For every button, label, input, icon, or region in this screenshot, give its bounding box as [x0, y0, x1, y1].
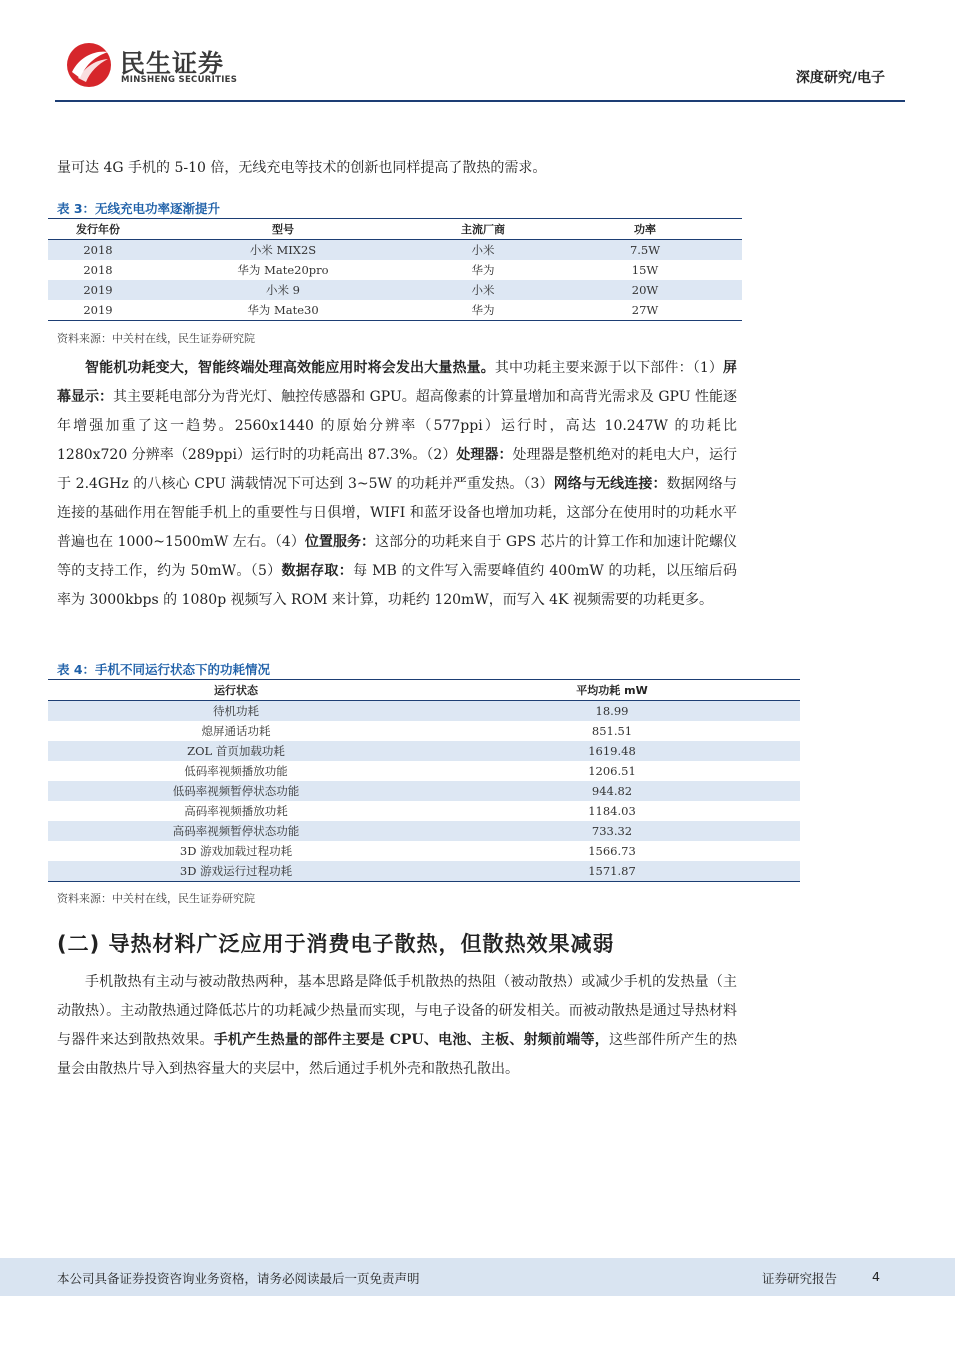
table-cell: 熄屏通话功耗 [201, 724, 271, 738]
table-cell: 1206.51 [588, 764, 636, 778]
table4-source: 资料来源：中关村在线，民生证券研究院 [57, 892, 255, 905]
table-cell: 20W [548, 280, 742, 300]
table-cell: 2018 [48, 240, 148, 261]
table-row [48, 280, 742, 300]
table3 [48, 218, 742, 321]
text-run: 数据网络与连接的基础作用在智能手机上的重要性与日俱增，WIFI 和蓝牙设备也增加功耗，这部分在使用时的功耗水平普遍也在 1000~1500mW 左右。（4） [57, 476, 738, 550]
text-run: 其中功耗主要来源于以下部件：（1） [494, 360, 724, 376]
table-cell: 华为 [418, 300, 548, 321]
table-row [48, 260, 742, 280]
table-cell: 华为 [471, 263, 495, 277]
table-cell: 低码率视频播放功能 [184, 764, 288, 778]
table-cell: 小米 MIX2S [148, 240, 418, 261]
table3-header-cell: 功率 [548, 219, 742, 240]
table4-title: 表 4：手机不同运行状态下的功耗情况 [57, 662, 271, 677]
table-cell: 高码率视频暂停状态功能 [48, 821, 424, 841]
table4-header-row [48, 680, 800, 701]
table-cell: ZOL 首页加载功耗 [48, 741, 424, 761]
table3-header-cell: 主流厂商 [418, 219, 548, 240]
table-cell: 2018 [83, 263, 113, 277]
text-run: 这些部件所产生的热量会由散热片导入到热容量大的夹层中，然后通过手机外壳和散热孔散出。 [57, 1032, 738, 1077]
table-cell: 小米 [418, 240, 548, 261]
page-header [0, 0, 960, 105]
footer-report-type: 证券研究报告 [762, 1271, 838, 1286]
bold-term: 数据存取： [281, 563, 354, 579]
bold-term: 位置服务： [304, 534, 376, 550]
table-row [48, 761, 800, 781]
bold-lead: 智能机功耗变大，智能终端处理高效能应用时将会发出大量热量。 [85, 360, 495, 376]
table3-header-cell: 发行年份 [48, 219, 148, 240]
table-cell: 15W [631, 263, 659, 277]
table-cell: 1619.48 [424, 741, 800, 761]
table3-source: 资料来源：中关村在线，民生证券研究院 [57, 332, 255, 345]
text-run: 每 MB 的文件写入需要峰值约 400mW 的功耗，以压缩后码率为 3000kbps 的 1080p 视频写入 ROM 来计算，功耗约 120mW，而写入 4K 视频需要的功耗更多。 [57, 563, 738, 608]
table4-header-cell: 平均功耗 mW [424, 680, 800, 701]
table-cell: 1184.03 [588, 804, 636, 818]
table3-header-row [48, 219, 742, 240]
section-heading: (二) 导热材料广泛应用于消费电子散热，但散热效果减弱 [57, 932, 615, 956]
table-row [48, 300, 742, 321]
table-cell: 高码率视频播放功耗 [184, 804, 288, 818]
heat-dissipation-paragraph [57, 968, 737, 1084]
table-cell: 18.99 [424, 701, 800, 722]
table-row [48, 821, 800, 841]
table-cell: 华为 Mate20pro [237, 263, 329, 277]
table-cell: 3D 游戏运行过程功耗 [48, 861, 424, 882]
logo-text-en: MINSHENG SECURITIES [121, 75, 238, 85]
footer-disclaimer: 本公司具备证券投资咨询业务资格，请务必阅读最后一页免责声明 [57, 1271, 420, 1286]
table-cell: 3D 游戏加载过程功耗 [179, 844, 293, 858]
table-cell: 851.51 [591, 724, 633, 738]
table-row [48, 841, 800, 861]
bold-term: 手机产生热量的部件主要是 CPU、电池、主板、射频前端等， [213, 1032, 610, 1048]
table-row [48, 741, 800, 761]
table-cell: 小米 [418, 280, 548, 300]
company-logo [66, 42, 266, 92]
power-consumption-paragraph [57, 354, 737, 615]
bold-term: 处理器： [456, 447, 513, 463]
table-cell: 待机功耗 [48, 701, 424, 722]
table-cell: 733.32 [424, 821, 800, 841]
table-row [48, 781, 800, 801]
bold-term: 网络与无线连接： [553, 476, 667, 492]
page-footer [0, 1258, 955, 1296]
table-cell: 2019 [48, 300, 148, 321]
bold-term: 屏幕显示： [57, 360, 738, 405]
text-run: 其主要耗电部分为背光灯、触控传感器和 GPU。超高像素的计算量增加和高背光需求及 GPU 性能逐年增强加重了这一趋势。2560x1440 的原始分辨率（577ppi）运行时，高达 10.247W 的功耗比 1280x720 分辨率（289ppi）运行时的功耗高出 87.3%。（2） [57, 389, 737, 463]
table-row [48, 240, 742, 261]
table-cell: 小米 9 [148, 280, 418, 300]
table-cell: 华为 Mate30 [148, 300, 418, 321]
table-cell: 944.82 [424, 781, 800, 801]
table-row [48, 701, 800, 722]
text-run: 这部分的功耗来自于 GPS 芯片的计算工作和加速计陀螺仪等的支持工作，约为 50mW。（5） [57, 534, 738, 579]
table-cell: 1566.73 [588, 844, 636, 858]
header-divider [55, 100, 905, 102]
table4 [48, 679, 800, 882]
table3-title: 表 3：无线充电功率逐渐提升 [57, 201, 221, 216]
table-row [48, 721, 800, 741]
logo-text-cn: 民生证券 [120, 49, 225, 78]
table-cell: 低码率视频暂停状态功能 [48, 781, 424, 801]
table4-header-cell: 运行状态 [48, 680, 424, 701]
table-cell: 27W [548, 300, 742, 321]
table-row [48, 861, 800, 882]
text-run: 处理器是整机绝对的耗电大户，运行于 2.4GHz 的八核心 CPU 满载情况下可达到 3~5W 的功耗并严重发热。（3） [57, 447, 738, 492]
report-category: 深度研究/电子 [795, 70, 885, 86]
table3-header-cell: 型号 [148, 219, 418, 240]
table-cell: 1571.87 [424, 861, 800, 882]
text-run: 手机散热有主动与被动散热两种，基本思路是降低手机散热的热阻（被动散热）或减少手机的发热量（主动散热）。主动散热通过降低芯片的功耗减少热量而实现，与电子设备的研发相关。而被动散热是通过导热材料与器件来达到散热效果。 [57, 974, 737, 1048]
table-cell: 2019 [48, 280, 148, 300]
page-number: 4 [872, 1269, 880, 1284]
intro-paragraph: 量可达 4G 手机的 5-10 倍，无线充电等技术的创新也同样提高了散热的需求。 [57, 160, 547, 176]
table-row [48, 801, 800, 821]
minsheng-logo-icon [66, 42, 112, 88]
table-cell: 7.5W [548, 240, 742, 261]
